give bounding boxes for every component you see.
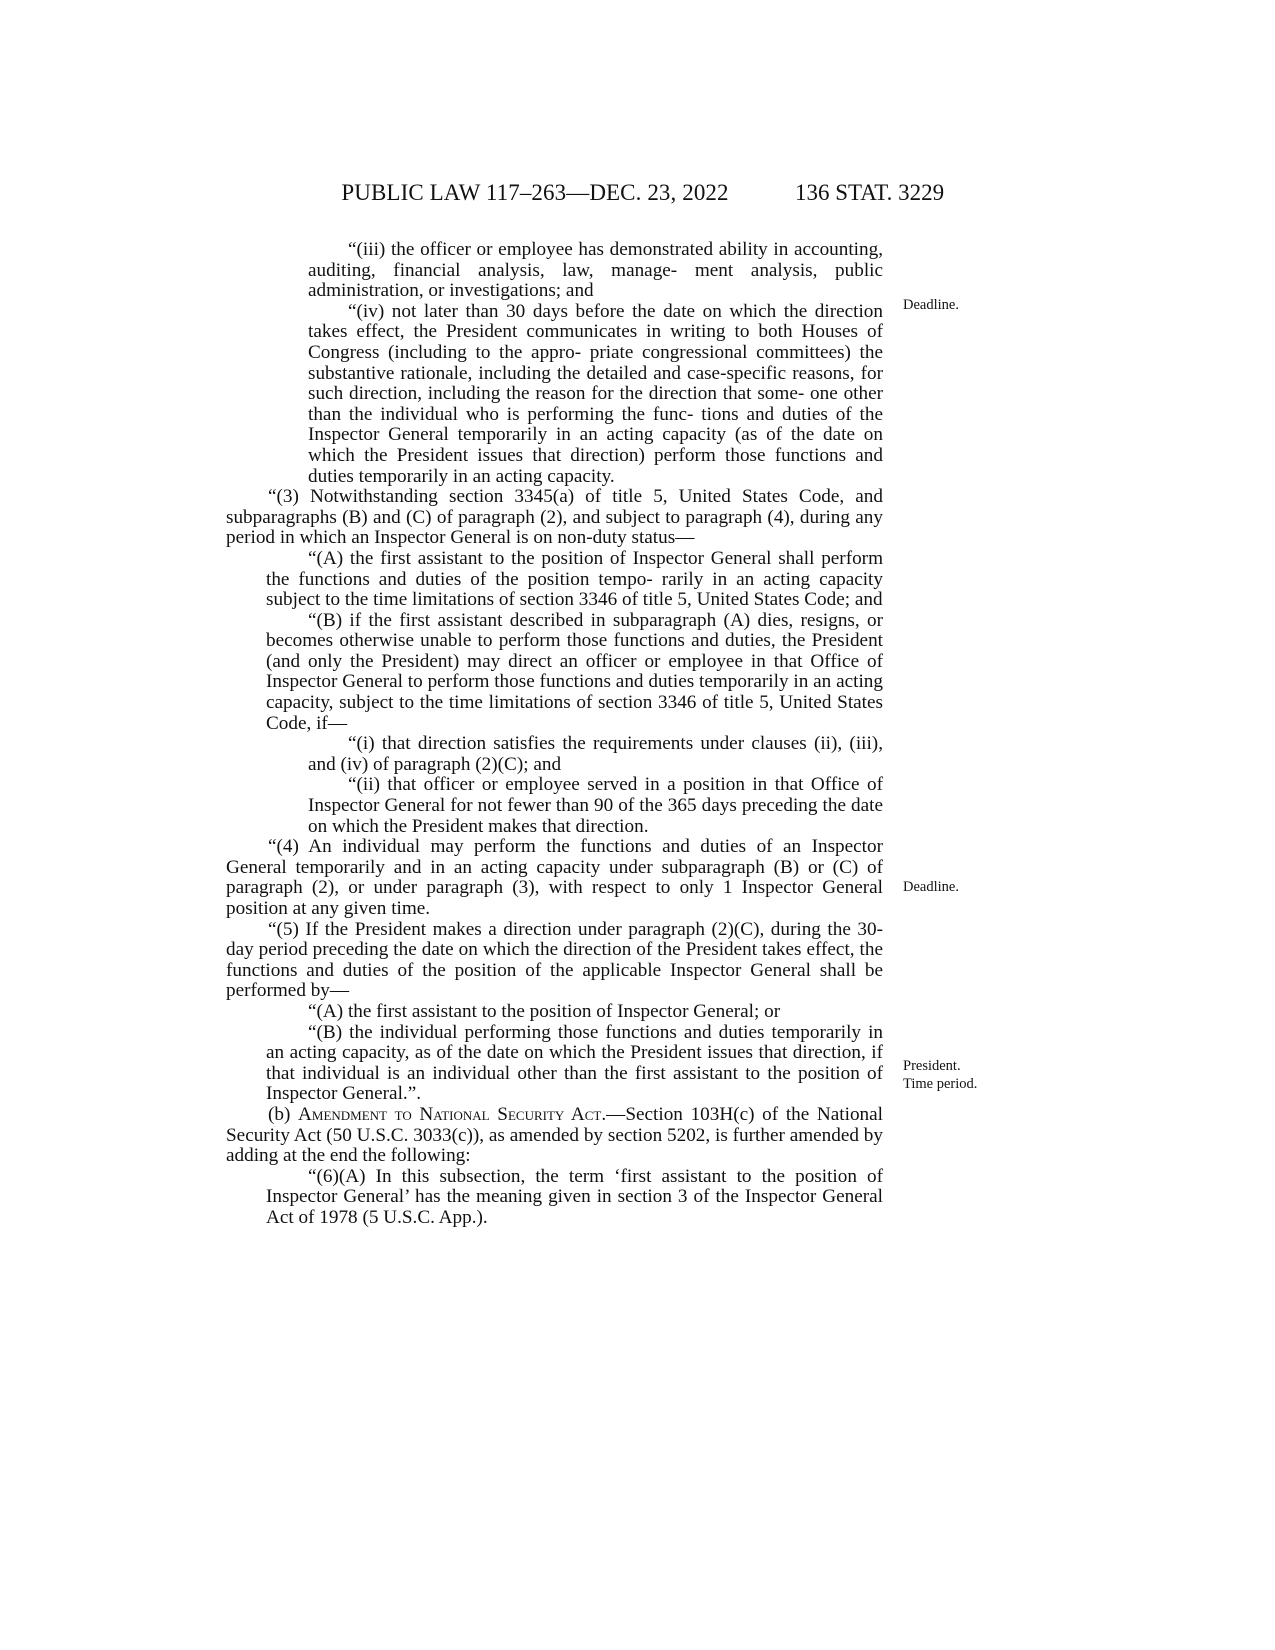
running-head-title: PUBLIC LAW 117–263—DEC. 23, 2022 xyxy=(341,180,729,205)
subparagraph-3b: “(B) if the first assistant described in subparagraph (A) dies, resigns, or becomes otherwise unable to perform those functions and duties, the President (and only the President) may direct an officer or employee in that Office of Inspector General to perform those functions and duties temporarily in an acting capacity, subject to the time limitations of section 3346 of title 5, United States Code, if— xyxy=(266,609,883,734)
paragraph-3: “(3) Notwithstanding section 3345(a) of title 5, United States Code, and subparagraphs (B) and (C) of paragraph (2), and subject to paragraph (4), during any period in which an Inspector General is on non-duty status— xyxy=(226,486,883,549)
subparagraph-5a: “(A) the first assistant to the position of Inspector General; or xyxy=(308,1000,781,1022)
statute-page-number: 136 STAT. 3229 xyxy=(795,180,945,205)
clause-iv: “(iv) not later than 30 days before the date on which the direction takes effect, the President communicates in writing to both Houses of Congress (including to the appro- priate congressional committees) the substantive rationale, including the detailed and case-specific reasons, for such direction, including the reason for the direction that some- one other than the individual who is performing the func- tions and duties of the Inspector General temporarily in an acting capacity (as of the date on which the President issues that direction) perform those functions and duties temporarily in an acting capacity. xyxy=(308,300,883,487)
margin-note-deadline: Deadline. xyxy=(903,879,959,895)
subsection-b-heading: Amendment to National Security Act. xyxy=(298,1103,607,1125)
margin-note-time-period: Time period. xyxy=(903,1076,978,1092)
subsection-b-body: —Section 103H(c) of the National Security Act (50 U.S.C. 3033(c)), as amended by section 5202, is further amended by adding at the end the following: xyxy=(226,1103,883,1167)
margin-note-deadline: Deadline. xyxy=(903,297,959,313)
subparagraph-3a: “(A) the first assistant to the position of Inspector General shall perform the functions and duties of the position tempo- rarily in an acting capacity subject to the time limitations of section 3346 of title 5, United States Code; and xyxy=(266,547,883,611)
subsection-b-prefix: (b) xyxy=(268,1103,299,1125)
paragraph-4: “(4) An individual may perform the functions and duties of an Inspector General temporarily and in an acting capacity under subparagraph (B) or (C) of paragraph (2), or under paragraph (3), with respect to only 1 Inspector General position at any given time. xyxy=(226,836,883,919)
subsection-b xyxy=(226,1105,883,1167)
paragraph-5: “(5) If the President makes a direction under paragraph (2)(C), during the 30-day period preceding the date on which the direction of the President takes effect, the functions and duties of the position of the applicable Inspector General shall be performed by— xyxy=(226,918,883,1002)
clause-3b-ii: “(ii) that officer or employee served in a position in that Office of Inspector General for not fewer than 90 of the 365 days preceding the date on which the President makes that direction. xyxy=(308,774,883,837)
subparagraph-5b: “(B) the individual performing those functions and duties temporarily in an acting capacity, as of the date on which the President issues that direction, if that individual is an individual other than the first assistant to the position of Inspector General.”. xyxy=(266,1021,883,1105)
paragraph-6a: “(6)(A) In this subsection, the term ‘first assistant to the position of Inspector General’ has the meaning given in section 3 of the Inspector General Act of 1978 (5 U.S.C. App.). xyxy=(266,1165,883,1228)
clause-3b-i: “(i) that direction satisfies the requirements under clauses (ii), (iii), and (iv) of paragraph (2)(C); and xyxy=(308,733,883,775)
clause-iii: “(iii) the officer or employee has demonstrated ability in accounting, auditing, financial analysis, law, manage- ment analysis, public administration, or investigations; and xyxy=(308,239,883,302)
margin-note-president: President. xyxy=(903,1058,961,1074)
statute-body xyxy=(226,240,883,1229)
